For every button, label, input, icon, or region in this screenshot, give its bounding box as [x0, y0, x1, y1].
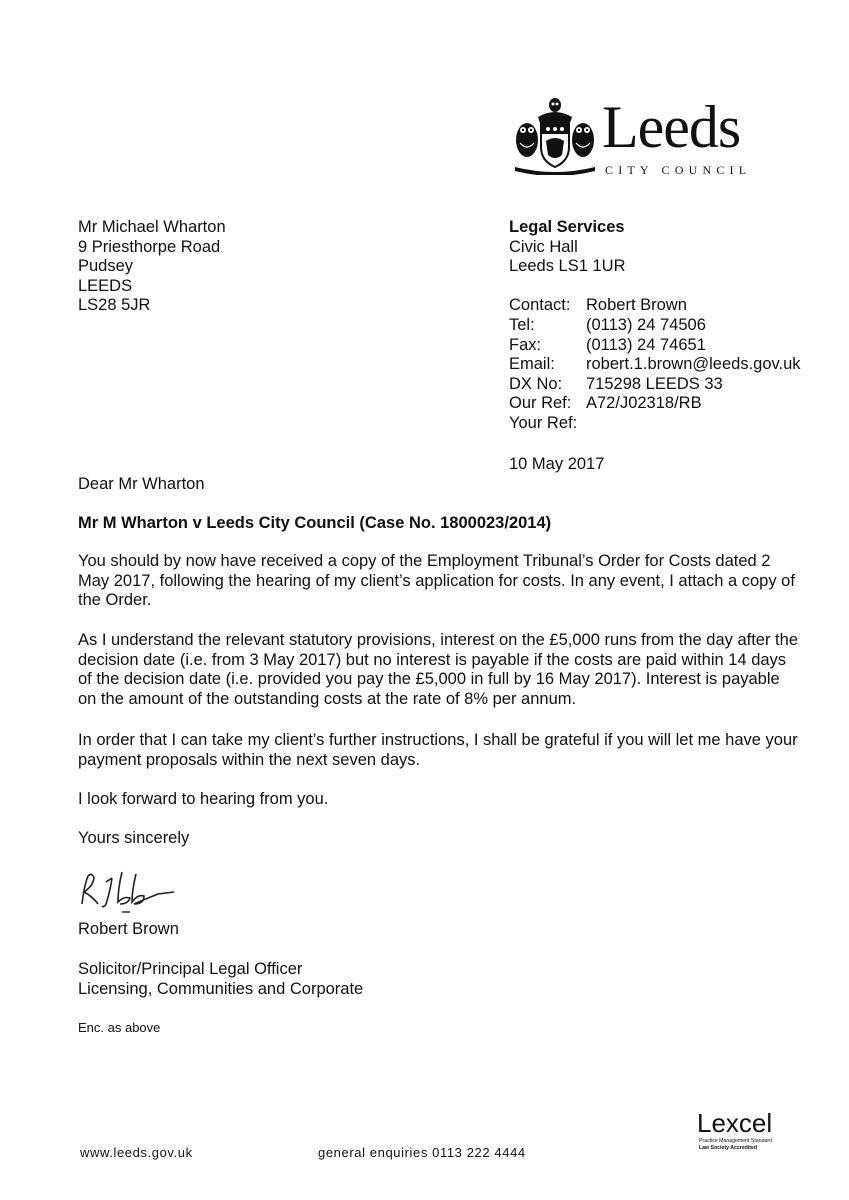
logo-wordmark: Leeds — [602, 94, 741, 160]
signatory-title: Solicitor/Principal Legal Officer — [78, 960, 303, 978]
coat-of-arms-icon — [510, 95, 600, 175]
body-paragraph-2 — [78, 631, 798, 709]
lexcel-line-1: Practice Management Standard — [699, 1138, 772, 1144]
tel-label: Tel: — [509, 315, 535, 334]
sender-department: Legal Services — [509, 218, 625, 236]
contact-row — [509, 296, 801, 316]
body-paragraph-1 — [78, 552, 798, 611]
salutation: Dear Mr Wharton — [78, 475, 205, 493]
email-row — [509, 355, 801, 375]
email-label: Email: — [509, 355, 555, 374]
dx-row — [509, 375, 801, 395]
sender-address-line: Leeds LS1 1UR — [509, 257, 626, 276]
tel-value: (0113) 24 74506 — [586, 315, 706, 334]
contact-value: Robert Brown — [586, 296, 687, 315]
lexcel-wordmark: Lexcel — [697, 1108, 773, 1138]
recipient-town: Pudsey — [78, 257, 134, 276]
handwritten-signature — [74, 862, 184, 917]
our-ref-value: A72/J02318/RB — [586, 394, 702, 413]
sender-address-line: Civic Hall — [509, 237, 578, 256]
letter-date: 10 May 2017 — [509, 455, 605, 473]
footer-enquiries: general enquiries 0113 222 4444 — [318, 1145, 526, 1160]
fax-row — [509, 336, 801, 356]
fax-label: Fax: — [509, 335, 542, 354]
closing: Yours sincerely — [78, 829, 190, 847]
paragraph-text: As I understand the relevant statutory provisions, interest on the £5,000 runs from the day after the decision date (i.e. from 3 May 2017) but no interest is payable if the costs are paid within 14 days of the decision date (i.e. provided you pay the £5,000 in full by 16 May 2017). Interest is payable on the amount of the outstanding costs at the rate of 8% per annum. — [78, 631, 798, 708]
fax-value: (0113) 24 74651 — [586, 335, 706, 354]
your-ref-label: Your Ref: — [509, 413, 578, 432]
contact-label: Contact: — [509, 296, 571, 315]
paragraph-text: In order that I can take my client’s further instructions, I shall be grateful if you will let me have your payment proposals within the next seven days. — [78, 731, 798, 769]
sender-block — [509, 218, 801, 434]
footer-website[interactable]: www.leeds.gov.uk — [80, 1145, 193, 1160]
our-ref-label: Our Ref: — [509, 394, 572, 413]
lexcel-line-2: Law Society Accredited — [699, 1145, 758, 1151]
paragraph-text: I look forward to hearing from you. — [78, 790, 329, 808]
tel-row — [509, 316, 801, 336]
enclosure-note: Enc. as above — [78, 1020, 161, 1035]
recipient-address — [78, 218, 226, 316]
your-ref-row — [509, 414, 801, 434]
recipient-name: Mr Michael Wharton — [78, 218, 226, 236]
recipient-street: 9 Priesthorpe Road — [78, 237, 221, 256]
dx-label: DX No: — [509, 374, 563, 393]
council-logo — [510, 95, 780, 185]
signatory-name: Robert Brown — [78, 920, 179, 938]
recipient-postcode: LS28 5JR — [78, 296, 151, 315]
signatory-department: Licensing, Communities and Corporate — [78, 980, 364, 998]
logo-subtitle: CITY COUNCIL — [605, 163, 752, 177]
body-paragraph-4 — [78, 790, 798, 810]
email-value[interactable]: robert.1.brown@leeds.gov.uk — [586, 355, 801, 374]
body-paragraph-3 — [78, 731, 798, 770]
dx-value: 715298 LEEDS 33 — [586, 374, 723, 393]
our-ref-row — [509, 394, 801, 414]
lexcel-logo — [697, 1110, 777, 1160]
recipient-city: LEEDS — [78, 276, 133, 295]
spacer — [509, 277, 801, 297]
paragraph-text: You should by now have received a copy of the Employment Tribunal’s Order for Costs dated 2 May 2017, following the hearing of my client’s application for costs. In any event, I attach a copy of the Order. — [78, 552, 795, 610]
letter-subject: Mr M Wharton v Leeds City Council (Case No. 1800023/2014) — [78, 514, 552, 532]
